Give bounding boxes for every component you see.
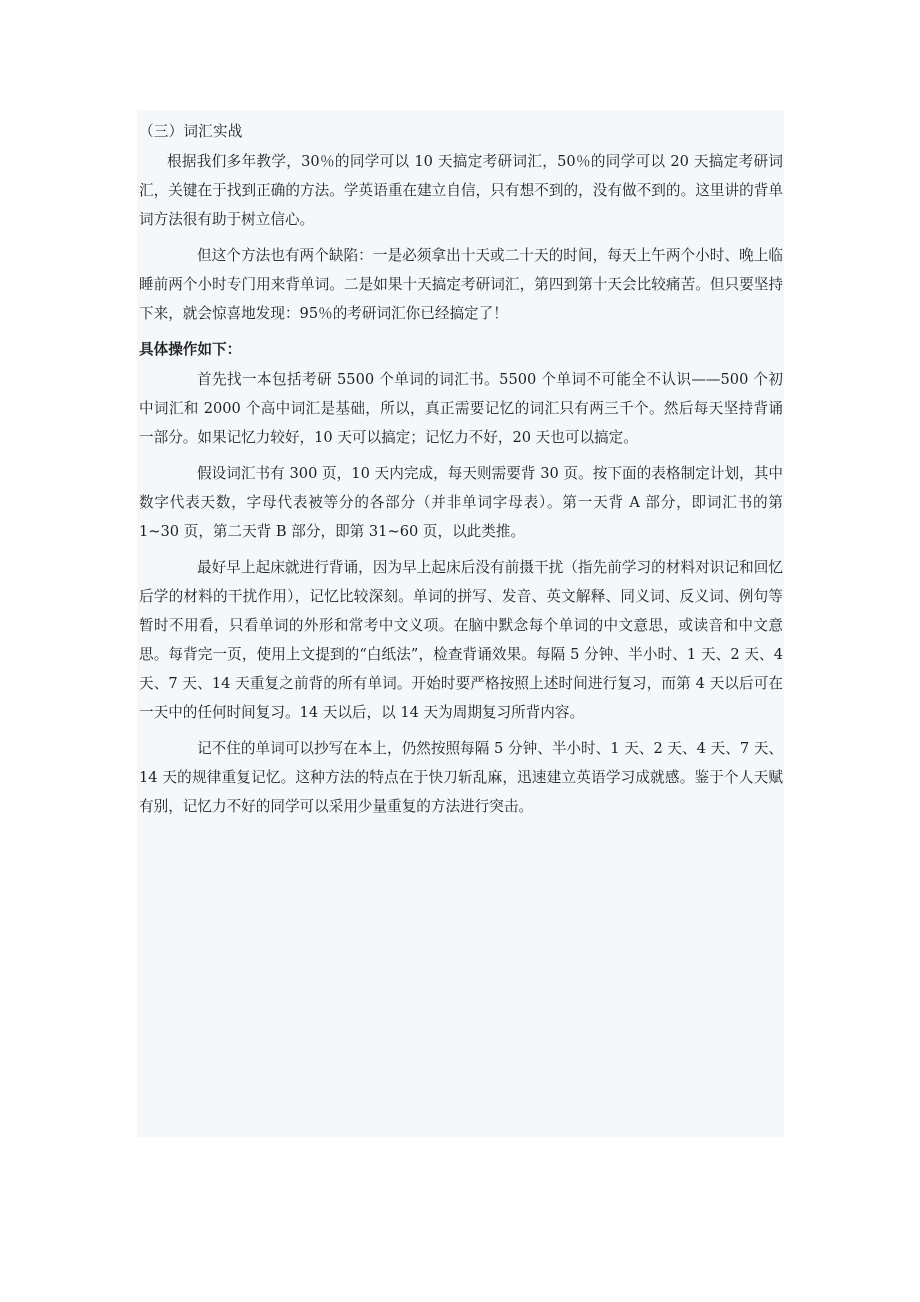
document-body (139, 117, 783, 828)
intro-paragraph: 根据我们多年教学，30％的同学可以 10 天搞定考研词汇，50％的同学可以 20 天搞定考研词汇，关键在于找到正确的方法。学英语重在建立自信，只有想不到的，没有做不到的。这里讲的背单词方法很有助于树立信心。 (139, 153, 783, 228)
difficult-words-paragraph: 记不住的单词可以抄写在本上，仍然按照每隔 5 分钟、半小时、1 天、2 天、4 天、7 天、14 天的规律重复记忆。这种方法的特点在于快刀斩乱麻，迅速建立英语学习成就感。鉴于个人天赋有别，记忆力不好的同学可以采用少量重复的方法进行突击。 (139, 740, 783, 815)
book-paragraph: 首先找一本包括考研 5500 个单词的词汇书。5500 个单词不可能全不认识——500 个初中词汇和 2000 个高中词汇是基础，所以，真正需要记忆的词汇只有两三千个。然后每天坚持背诵一部分。如果记忆力较好，10 天可以搞定；记忆力不好，20 天也可以搞定。 (139, 371, 783, 446)
procedure-title: 具体操作如下： (139, 341, 242, 358)
plan-paragraph: 假设词汇书有 300 页，10 天内完成，每天则需要背 30 页。按下面的表格制定计划，其中数字代表天数，字母代表被等分的各部分（并非单词字母表）。第一天背 A 部分，即词汇书的第 1~30 页，第二天背 B 部分，即第 31~60 页，以此类推。 (139, 465, 783, 540)
section-heading: （三）词汇实战 (139, 123, 243, 140)
drawbacks-paragraph: 但这个方法也有两个缺陷：一是必须拿出十天或二十天的时间，每天上午两个小时、晚上临睡前两个小时专门用来背单词。二是如果十天搞定考研词汇，第四到第十天会比较痛苦。但只要坚持下来，就会惊喜地发现：95％的考研词汇你已经搞定了！ (139, 247, 783, 322)
morning-paragraph: 最好早上起床就进行背诵，因为早上起床后没有前摄干扰（指先前学习的材料对识记和回忆后学的材料的干扰作用），记忆比较深刻。单词的拼写、发音、英文解释、同义词、反义词、例句等暂时不用看，只看单词的外形和常考中文义项。在脑中默念每个单词的中文意思，或读音和中文意思。每背完一页，使用上文提到的“白纸法”，检查背诵效果。每隔 5 分钟、半小时、1 天、2 天、4 天、7 天、14 天重复之前背的所有单词。开始时要严格按照上述时间进行复习，而第 4 天以后可在一天中的任何时间复习。14 天以后，以 14 天为周期复习所背内容。 (139, 559, 783, 721)
